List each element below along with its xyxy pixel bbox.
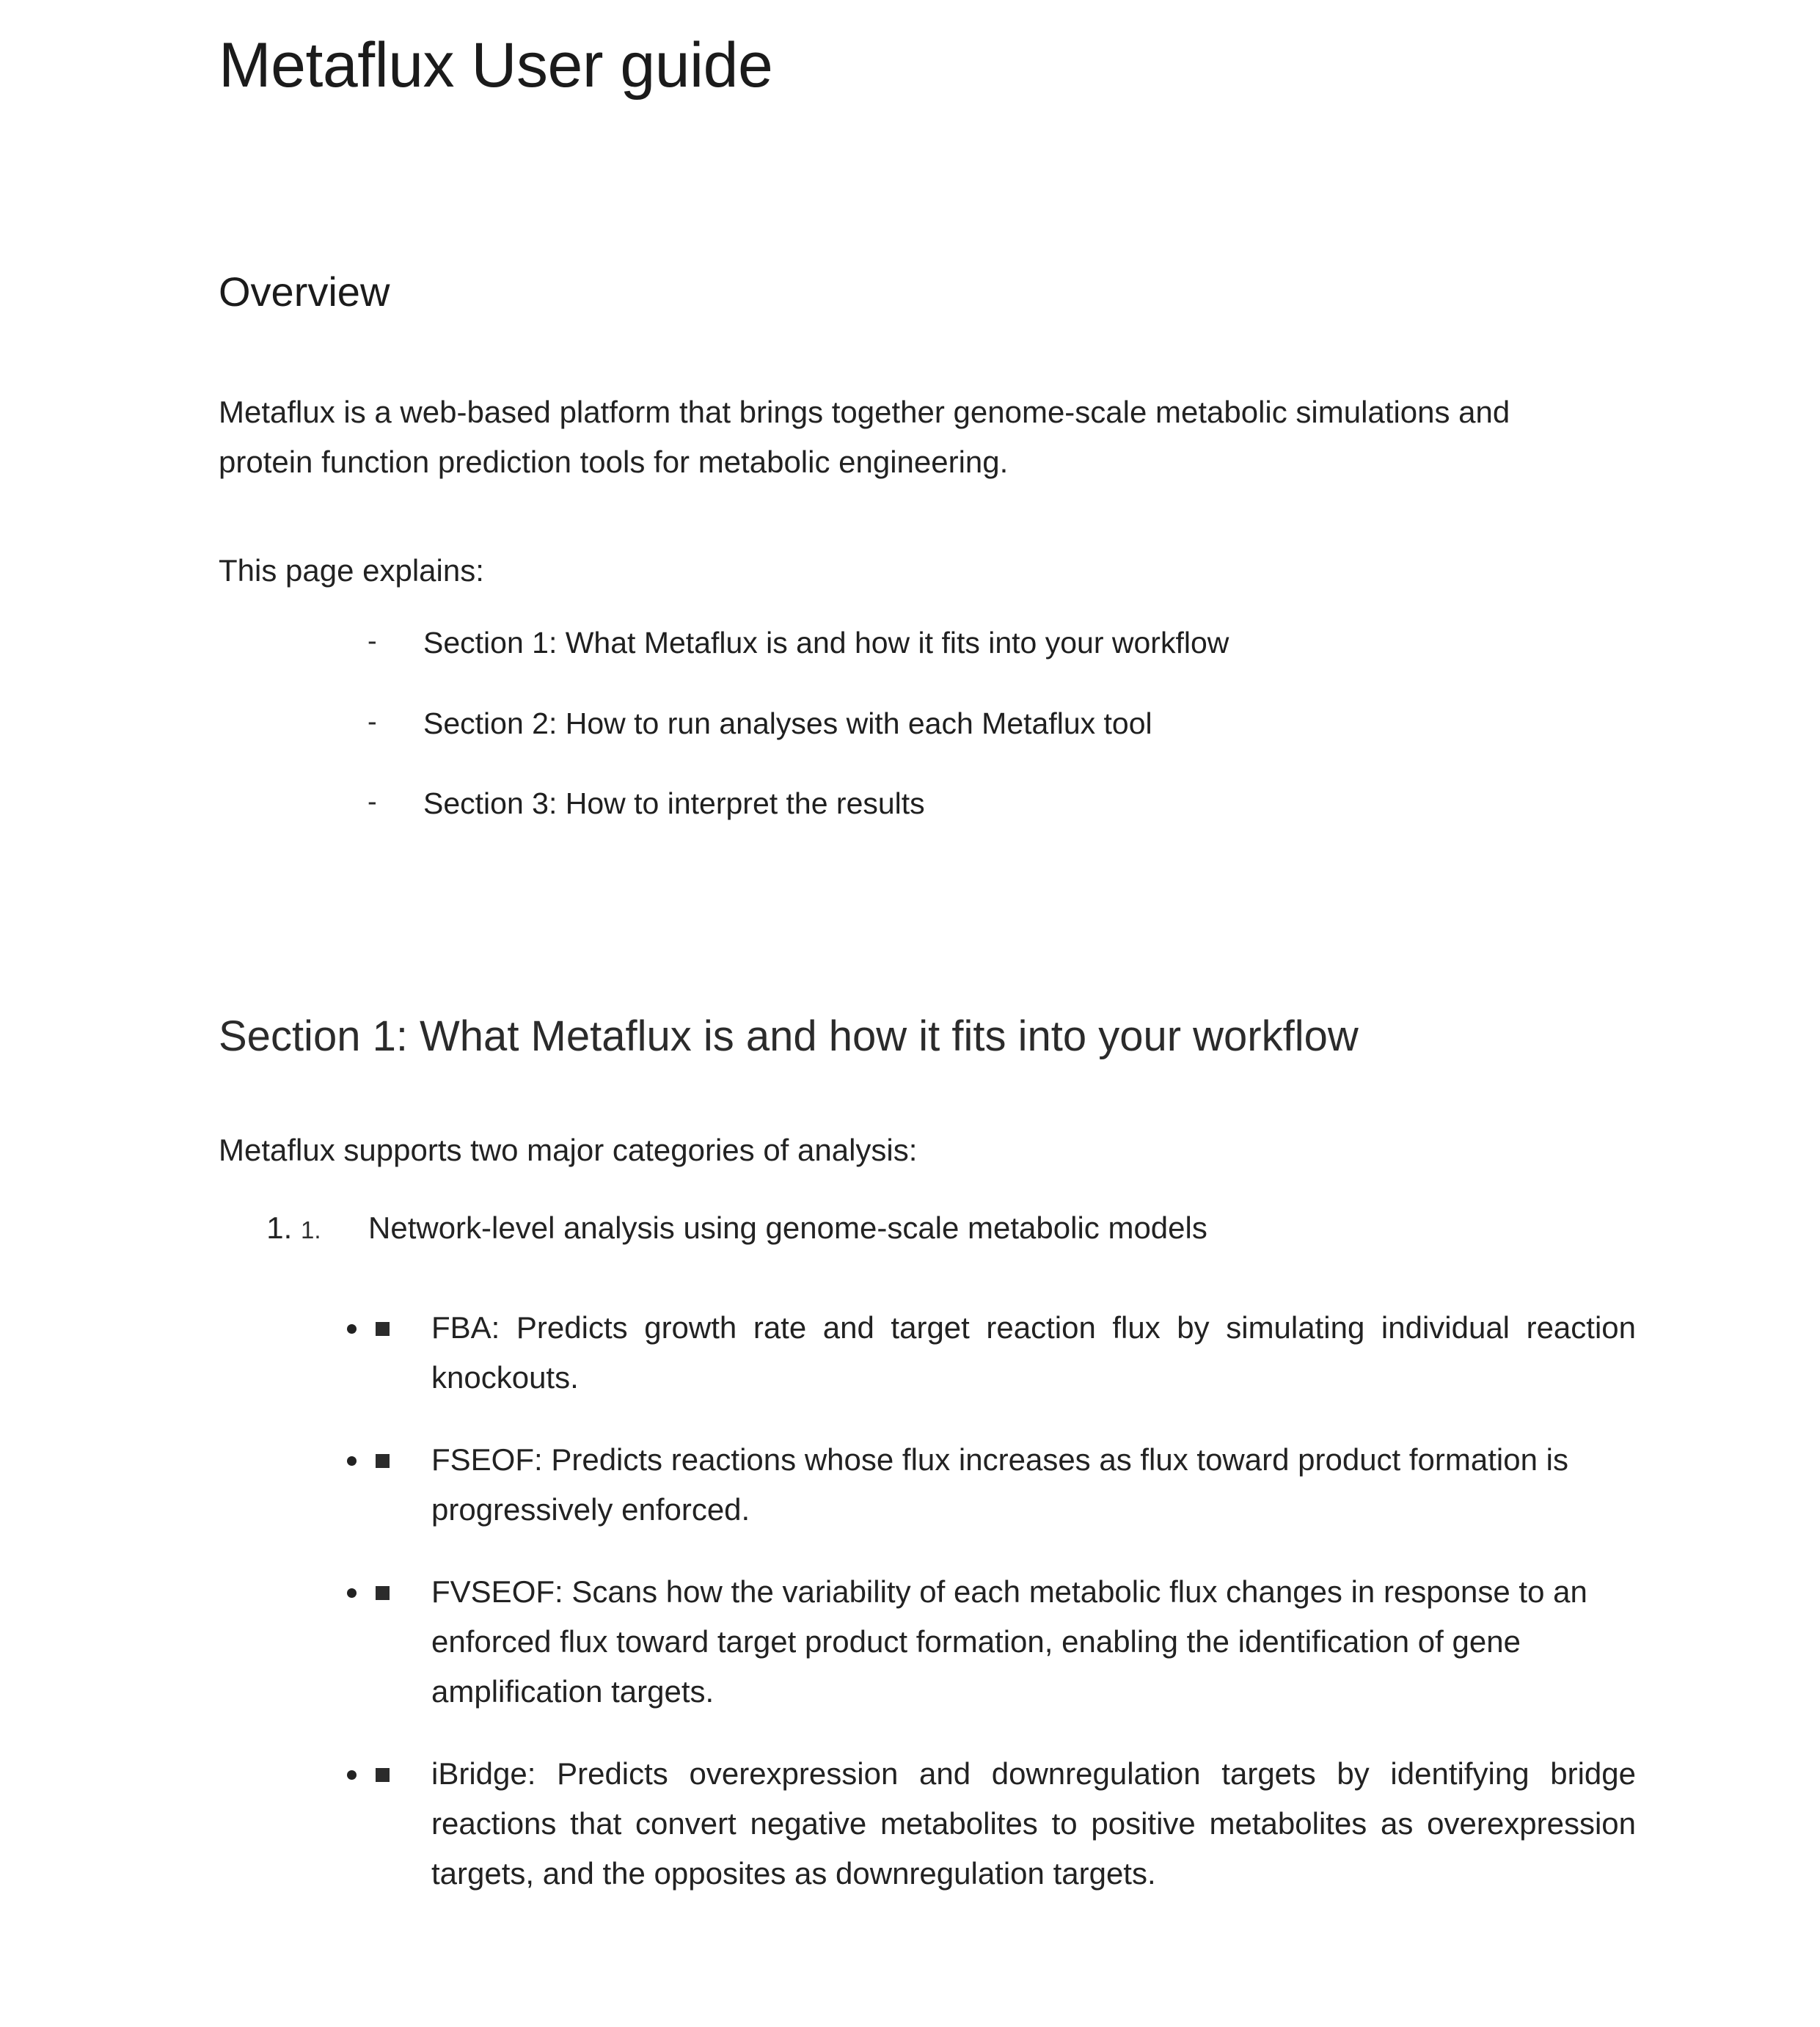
tool-description-list <box>341 1303 1636 1931</box>
square-bullet-icon <box>376 1322 390 1336</box>
list-item <box>363 700 1654 748</box>
list-item <box>370 1303 1636 1403</box>
list-item <box>363 619 1654 668</box>
list-item-label: Section 3: How to interpret the results <box>423 786 925 821</box>
tool-description-fvseof: • FVSEOF: Scans how the variability of each metabolic flux changes in response to an enforced flux toward target product formation, enabling the identification of gene amplification targets. <box>431 1574 1587 1709</box>
square-bullet-icon <box>376 1768 390 1782</box>
page-title: Metaflux User guide <box>219 29 773 101</box>
dash-bullet-icon: - <box>368 626 377 657</box>
section-1-heading: Section 1: What Metaflux is and how it fits into your workflow <box>219 1012 1359 1061</box>
list-item-label: Section 1: What Metaflux is and how it fits into your workflow <box>423 626 1229 660</box>
list-item <box>370 1567 1636 1717</box>
list-item <box>363 780 1654 828</box>
square-bullet-icon <box>376 1454 390 1468</box>
list-item-label: Network-level analysis using genome-scale metabolic models <box>368 1210 1207 1245</box>
analysis-categories-list <box>271 1203 1651 1252</box>
tool-description-fba: • FBA: Predicts growth rate and target reaction flux by simulating individual reaction knockouts. <box>431 1310 1636 1395</box>
tool-description-fseof: • FSEOF: Predicts reactions whose flux increases as flux toward product formation is progressively enforced. <box>431 1442 1568 1527</box>
list-item <box>370 1749 1636 1899</box>
list-item <box>301 1203 1651 1252</box>
overview-heading: Overview <box>219 269 390 315</box>
dash-bullet-icon: - <box>368 706 377 737</box>
dash-bullet-icon: - <box>368 786 377 818</box>
list-item-label: Section 2: How to run analyses with each Metaflux tool <box>423 706 1152 740</box>
overview-section-list <box>334 619 1654 861</box>
overview-intro-paragraph: Metaflux is a web-based platform that brings together genome-scale metabolic simulations and protein function prediction tools for metabolic engineering. <box>219 395 1510 480</box>
list-number: 1. 1. <box>301 1216 321 1243</box>
list-item <box>370 1435 1636 1535</box>
tool-description-ibridge: • iBridge: Predicts overexpression and downregulation targets by identifying bridge reactions that convert negative metabolites to positive metabolites as overexpression targets, and the opposites as downregulation targets. <box>431 1756 1636 1891</box>
square-bullet-icon <box>376 1586 390 1600</box>
this-page-explains-label: This page explains: <box>219 553 484 588</box>
section-1-lead-paragraph: Metaflux supports two major categories of analysis: <box>219 1133 918 1167</box>
